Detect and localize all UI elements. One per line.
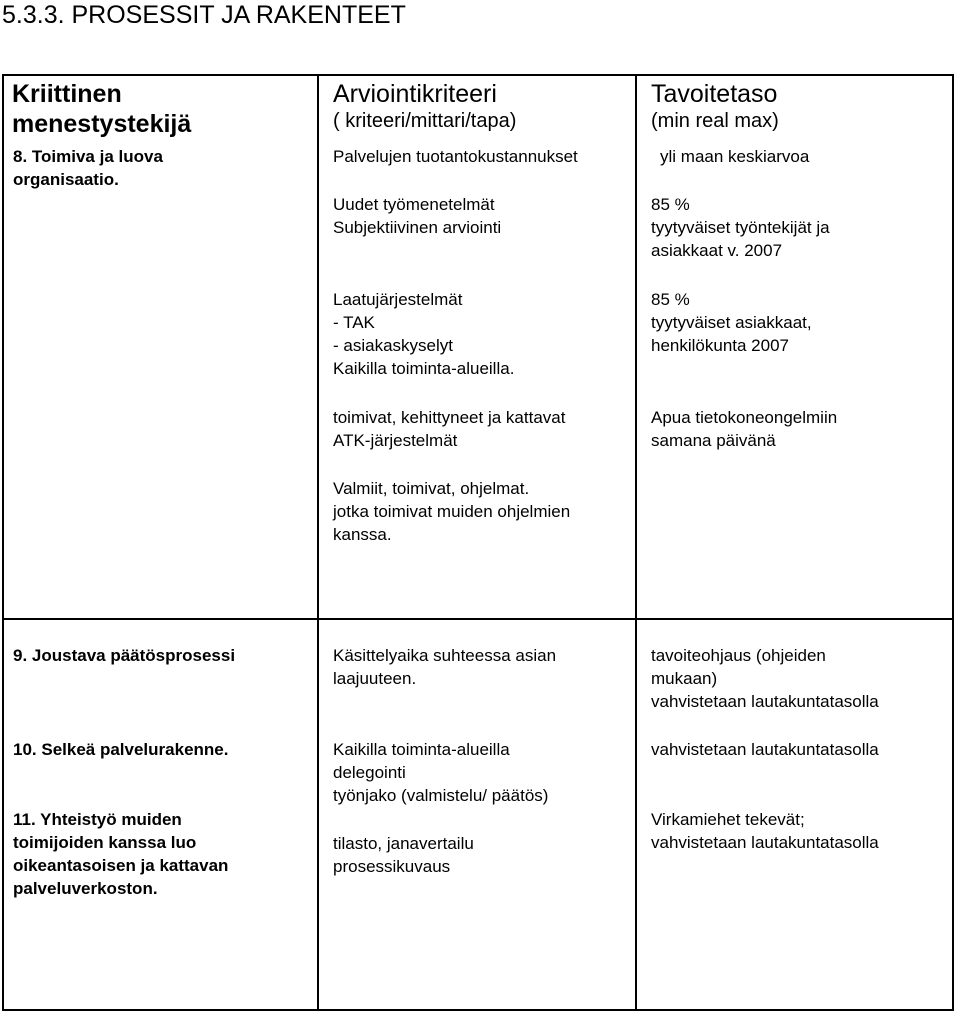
criteria-line: jotka toimivat muiden ohjelmien [333,502,571,521]
criteria-costs [333,145,578,168]
criteria-line: Laatujärjestelmät [333,290,463,309]
target-line: Virkamiehet tekevät; [651,810,805,829]
column-divider [317,74,319,1011]
criteria-line: kanssa. [333,525,392,544]
criteria-processing-time [333,644,556,690]
criteria-quality-systems [333,288,514,380]
column-divider [635,74,637,1011]
factor-9 [13,644,235,667]
target-line: mukaan) [651,669,718,688]
factor-10 [13,738,228,761]
target-committee-level [651,738,879,761]
factor-11 [13,808,228,900]
criteria-line: Palvelujen tuotantokustannukset [333,147,578,166]
factor-8-line: 8. Toimiva ja luova [13,147,163,166]
target-line: henkilökunta 2007 [651,336,790,355]
target-line: vahvistetaan lautakuntatasolla [651,833,879,852]
header-critical-factor-line: menestystekijä [12,110,192,138]
target-line: tavoiteohjaus (ohjeiden [651,646,826,665]
criteria-line: tilasto, janavertailu [333,834,474,853]
target-line: vahvistetaan lautakuntatasolla [651,692,879,711]
target-customer-satisfaction [651,288,812,357]
criteria-line: Kaikilla toiminta-alueilla [333,740,510,759]
factor-10-line: 10. Selkeä palvelurakenne. [13,740,229,759]
criteria-new-methods [333,193,501,239]
header-target-subtitle: (min real max) [651,110,779,132]
factor-8 [13,145,163,191]
target-line: asiakkaat v. 2007 [651,241,783,260]
factor-11-line: oikeantasoisen ja kattavan [13,856,229,875]
target-line: tyytyväiset asiakkaat, [651,313,812,332]
criteria-statistics [333,832,474,878]
criteria-delegation [333,738,548,807]
factor-8-line: organisaatio. [13,170,119,189]
row-divider [2,618,954,620]
criteria-line: Uudet työmenetelmät [333,195,495,214]
target-line: tyytyväiset työntekijät ja [651,218,830,237]
criteria-line: - TAK [333,313,375,332]
criteria-line: laajuuteen. [333,669,417,688]
criteria-it-systems [333,406,565,452]
target-management-by-objectives [651,644,879,713]
target-it-support [651,406,837,452]
target-average [660,145,809,168]
criteria-line: prosessikuvaus [333,857,451,876]
target-line: 85 % [651,195,690,214]
header-evaluation-title: Arviointikriteeri [333,80,497,108]
criteria-programs [333,477,570,546]
header-target-title: Tavoitetaso [651,80,778,108]
target-officials [651,808,879,854]
criteria-line: ATK-järjestelmät [333,431,458,450]
criteria-line: Subjektiivinen arviointi [333,218,502,237]
criteria-line: Valmiit, toimivat, ohjelmat. [333,479,530,498]
target-line: yli maan keskiarvoa [660,147,810,166]
header-critical-factor [12,79,191,139]
header-evaluation-criteria [333,79,516,133]
criteria-line: työnjako (valmistelu/ päätös) [333,786,549,805]
criteria-line: Kaikilla toiminta-alueilla. [333,359,515,378]
header-critical-factor-line: Kriittinen [12,80,122,108]
factor-11-line: toimijoiden kanssa luo [13,833,197,852]
page-title: 5.3.3. PROSESSIT JA RAKENTEET [2,1,406,29]
target-line: samana päivänä [651,431,776,450]
factor-11-line: palveluverkoston. [13,879,158,898]
target-line: 85 % [651,290,690,309]
criteria-line: - asiakaskyselyt [333,336,453,355]
criteria-line: Käsittelyaika suhteessa asian [333,646,557,665]
target-line: vahvistetaan lautakuntatasolla [651,740,879,759]
criteria-line: toimivat, kehittyneet ja kattavat [333,408,566,427]
target-satisfaction-2007 [651,193,830,262]
criteria-line: delegointi [333,763,406,782]
header-target-level [651,79,779,133]
header-evaluation-subtitle: ( kriteeri/mittari/tapa) [333,110,517,132]
factor-9-line: 9. Joustava päätösprosessi [13,646,236,665]
target-line: Apua tietokoneongelmiin [651,408,838,427]
factor-11-line: 11. Yhteistyö muiden [13,810,182,829]
